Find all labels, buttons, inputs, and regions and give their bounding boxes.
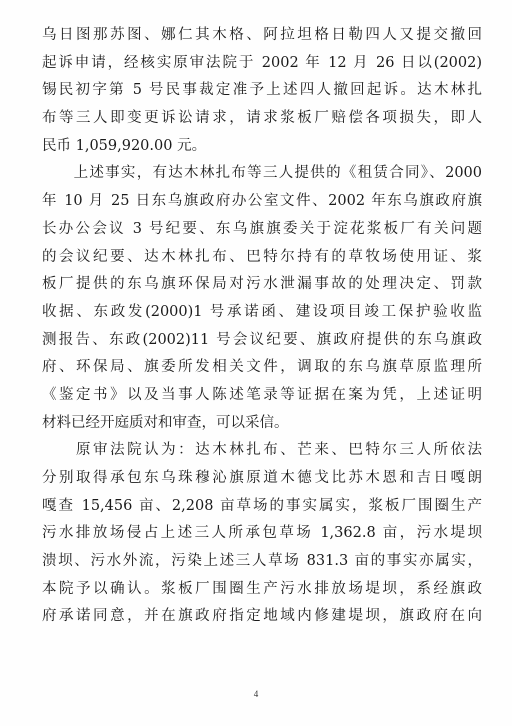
body-text (42, 22, 482, 631)
text-line: 嘎查 15,456 亩、2,208 亩草场的事实属实，浆板厂围圈生产 (42, 497, 482, 514)
text-line: 府承诺同意，并在旗政府指定地域内修建堤坝，旗政府在向 (42, 608, 482, 625)
text-line: 材料已经开庭质对和审查，可以采信。 (42, 414, 289, 431)
page-number: 4 (253, 689, 259, 699)
text-line: 原审法院认为：达木林扎布、芒来、巴特尔三人所依法 (42, 442, 482, 459)
text-line: 府、环保局、旗委所发相关文件，调取的东乌旗草原监理所 (42, 359, 482, 376)
text-line: 污水排放场侵占上述三人所承包草场 1,362.8 亩，污水堤坝 (42, 525, 482, 542)
text-line: 本院予以确认。浆板厂围圈生产污水排放场堤坝，系经旗政 (42, 580, 482, 597)
text-line: 布等三人即变更诉讼请求，请求浆板厂赔偿各项损失，即人 (42, 110, 482, 127)
text-line: 溃坝、污水外流，污染上述三人草场 831.3 亩的事实亦属实， (42, 553, 482, 570)
text-line: 《鉴定书》以及当事人陈述笔录等证据在案为凭，上述证明 (42, 386, 482, 403)
text-line: 收据、东政发(2000)1 号承诺函、建设项目竣工保护验收监 (42, 303, 482, 320)
text-line: 起诉申请，经核实原审法院于 2002 年 12 月 26 日以(2002) (42, 54, 482, 71)
text-line: 测报告、东政(2002)11 号会议纪要、旗政府提供的东乌旗政 (42, 331, 482, 348)
text-line: 长办公会议 3 号纪要、东乌旗旗委关于淀花浆板厂有关问题 (42, 220, 482, 237)
text-line: 乌日图那苏图、娜仁其木格、阿拉坦格日勒四人又提交撤回 (42, 27, 482, 43)
text-line: 锡民初字第 5 号民事裁定准予上述四人撤回起诉。达木林扎 (42, 82, 482, 99)
text-line: 板厂提供的东乌旗环保局对污水泄漏事故的处理决定、罚款 (42, 276, 482, 293)
text-line: 分别取得承包东乌珠穆沁旗原道木德戈比苏木恩和吉日嘎朗 (42, 470, 482, 486)
text-line: 民币 1,059,920.00 元。 (42, 137, 207, 154)
text-line: 的会议纪要、达木林扎布、巴特尔持有的草牧场使用证、浆 (42, 248, 482, 265)
text-line: 年 10 月 25 日东乌旗政府办公室文件、2002 年东乌旗政府旗 (42, 193, 482, 210)
text-line: 上述事实，有达木林扎布等三人提供的《租赁合同》、2000 (42, 165, 482, 182)
